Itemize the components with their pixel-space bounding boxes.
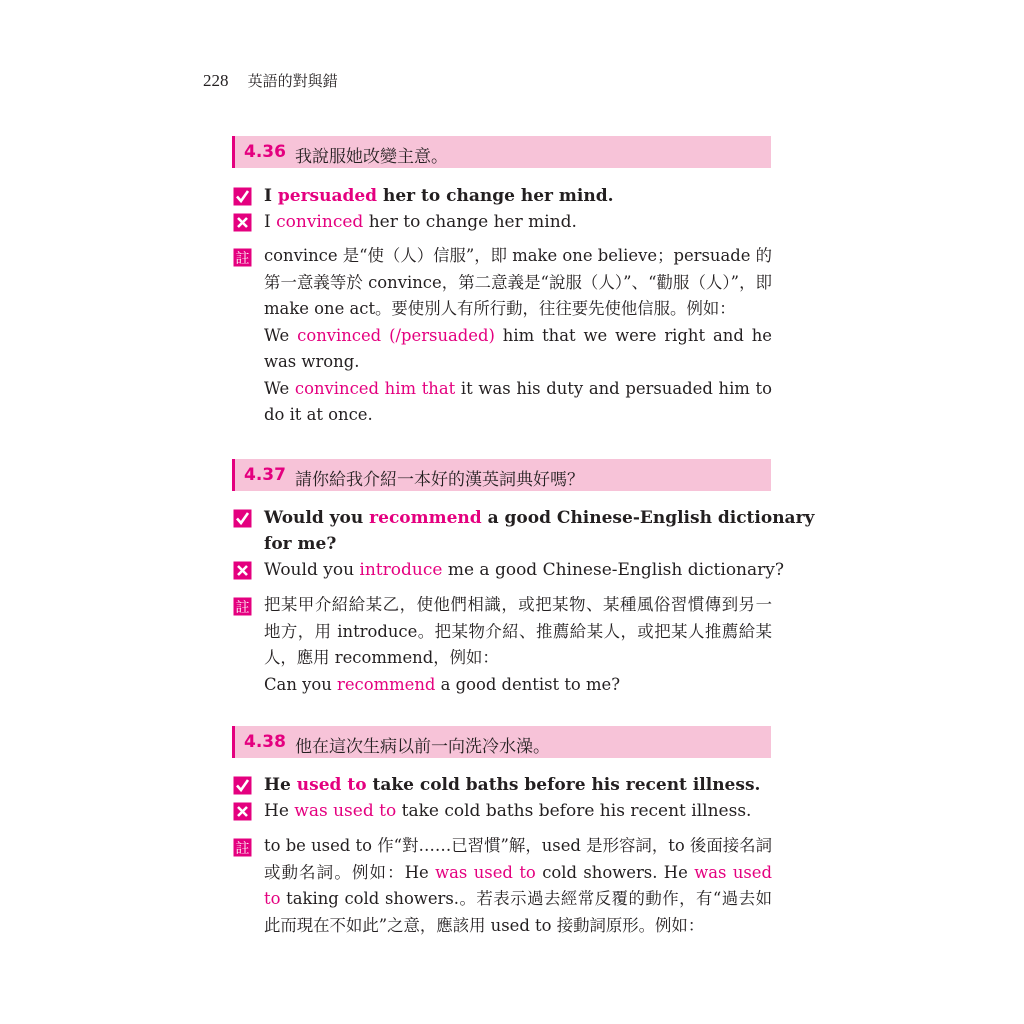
section-title: 他在這次生病以前一向洗冷水澡。 (295, 737, 550, 757)
correct-sentence: Would you recommend a good Chinese-English dictionary (264, 508, 815, 528)
incorrect-sentence: Would you introduce me a good Chinese-English dictionary? (264, 560, 784, 580)
note-text: 把某甲介紹給某乙，使他們相識，或把某物、某種風俗習慣傳到另一地方，用 introduce。把某物介紹、推薦給某人，或把某人推薦給某人，應用 recommend，例如： (264, 595, 772, 667)
explanatory-note: to be used to 作“對……已習慣”解，used 是形容詞，to 後面接名詞或動名詞。例如：He was used to cold showers. He was used to taking cold showers.。若表示過去經常反覆的動作，有“過去如此而現在不如此”之意，應該用 used to 接動詞原形。例如： (264, 836, 772, 935)
svg-text:註: 註 (235, 841, 250, 857)
explanatory-note (264, 243, 772, 429)
example-sentence: We convinced him that it was his duty and persuaded him to do it at once. (264, 378, 773, 424)
incorrect-sentence: He was used to take cold baths before his recent illness. (264, 801, 752, 821)
check-icon (233, 509, 252, 528)
note-icon (233, 838, 252, 857)
correct-sentence: He used to take cold baths before his recent illness. (264, 775, 761, 795)
note-text: convince 是“使（人）信服”，即 make one believe；persuade 的第一意義等於 convince，第二意義是“說服（人）”、“勸服（人）”，即 make one act。要使別人有所行動，往往要先使他信服。例如： (264, 246, 773, 318)
book-title: 英語的對與錯 (247, 72, 338, 90)
incorrect-sentence: I convinced her to change her mind. (264, 212, 577, 232)
explanatory-note (264, 592, 772, 698)
note-icon (233, 597, 252, 616)
check-icon (233, 776, 252, 795)
correct-sentence-continued: for me? (264, 534, 337, 554)
page-number: 228 (203, 71, 229, 90)
svg-text:註: 註 (235, 600, 250, 616)
cross-icon (233, 802, 252, 821)
cross-icon (233, 561, 252, 580)
correct-sentence: I persuaded her to change her mind. (264, 186, 614, 206)
section-heading-4-38 (232, 726, 771, 758)
check-icon (233, 187, 252, 206)
section-heading-4-36 (232, 136, 771, 168)
running-header (203, 70, 338, 91)
section-title: 我說服她改變主意。 (295, 147, 448, 167)
example-sentence: We convinced (/persuaded) him that we were right and he was wrong. (264, 325, 772, 371)
note-icon (233, 248, 252, 267)
section-number: 4.36 (244, 142, 286, 162)
section-heading-4-37 (232, 459, 771, 491)
section-number: 4.37 (244, 465, 286, 485)
section-title: 請你給我介紹一本好的漢英詞典好嗎？ (295, 470, 584, 490)
example-sentence: Can you recommend a good dentist to me? (264, 674, 621, 694)
svg-text:註: 註 (235, 251, 250, 267)
cross-icon (233, 213, 252, 232)
section-number: 4.38 (244, 732, 286, 752)
